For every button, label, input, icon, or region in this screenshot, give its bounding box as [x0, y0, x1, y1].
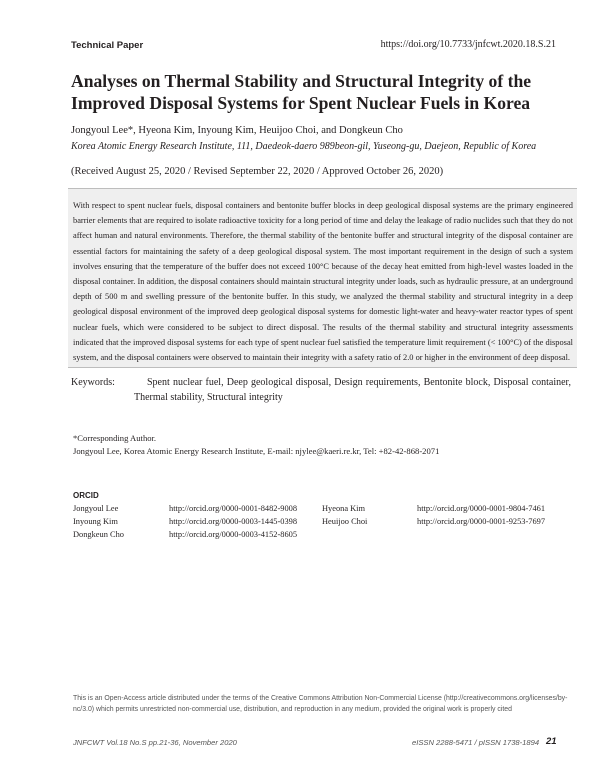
keywords-section	[71, 376, 571, 406]
corresponding-author	[73, 432, 439, 458]
orcid-name: Hyeona Kim	[322, 504, 366, 513]
orcid-name: Dongkeun Cho	[73, 530, 124, 539]
corresponding-contact[interactable]: Jongyoul Lee, Korea Atomic Energy Research Institute, E-mail: njylee@kaeri.re.kr, Tel: +82-42-868-2071	[73, 446, 440, 456]
orcid-name: Heuijoo Choi	[322, 517, 368, 526]
page-number: 21	[546, 736, 557, 747]
orcid-heading: ORCID	[73, 491, 99, 500]
journal-citation: JNFCWT Vol.18 No.S pp.21-36, November 2020	[73, 738, 237, 747]
article-type-label: Technical Paper	[71, 40, 144, 51]
keywords-text: Spent nuclear fuel, Deep geological disposal, Design requirements, Bentonite block, Disposal container, Thermal stability, Structural integrity	[134, 377, 571, 403]
abstract-text: With respect to spent nuclear fuels, disposal containers and bentonite buffer blocks in deep geological disposal systems are the primary engineered barrier elements that are required to isolate radioactive toxicity for a long period of time and delay the leakage of radio nuclides such that they do not affect human and natural environments. Therefore, the thermal stability of the bentonite buffer and structural integrity of the disposal container are essential factors for maintaining the safety of a deep geological disposal system. The most important requirement in the design of such a system involves ensuring that the temperature of the buffer does not exceed 100°C because of the decay heat emitted from high-level wastes loaded in the disposal container. In addition, the disposal containers should maintain structural integrity under loads, such as hydraulic pressure, at an underground depth of 500 m and swelling pressure of the bentonite buffer. In this study, we analyzed the thermal stability and structural integrity in a deep geological disposal environment of the improved deep geological disposal systems for domestic light-water and heavy-water reactor types of spent nuclear fuels, which were considered to be subject to direct disposal. The results of the thermal stability and structural integrity assessments indicated that the improved disposal systems for each type of spent nuclear fuel satisfied the temperature limit requirement (< 100°C) of the disposal system, and the disposal containers were observed to maintain their integrity with a safety ratio of 2.0 or higher in the environment of deep disposal.	[73, 201, 573, 363]
orcid-url[interactable]: http://orcid.org/0000-0001-9804-7461	[417, 504, 546, 513]
orcid-url[interactable]: http://orcid.org/0000-0003-1445-0398	[169, 517, 298, 526]
keywords-label: Keywords:	[71, 377, 115, 388]
orcid-name: Jongyoul Lee	[73, 504, 119, 513]
license-notice: This is an Open-Access article distributed under the terms of the Creative Commons Attribution Non-Commercial License (http://creativecommons.org/licenses/by-nc/3.0) which permits unrestricted non-commercial use, distribution, and reproduction in any medium, provided the original work is properly cited	[73, 695, 568, 713]
affiliation: Korea Atomic Energy Research Institute, 111, Daedeok-daero 989beon-gil, Yuseong-gu, Daejeon, Republic of Korea	[71, 141, 537, 152]
orcid-url[interactable]: http://orcid.org/0000-0001-9253-7697	[417, 517, 546, 526]
submission-dates: (Received August 25, 2020 / Revised September 22, 2020 / Approved October 26, 2020)	[71, 166, 444, 177]
paper-title: Analyses on Thermal Stability and Structural Integrity of the Improved Disposal Systems for Spent Nuclear Fuels in Korea	[71, 71, 532, 113]
orcid-url[interactable]: http://orcid.org/0000-0001-8482-9008	[169, 504, 298, 513]
orcid-name: Inyoung Kim	[73, 517, 118, 526]
corresponding-label: *Corresponding Author.	[73, 433, 157, 443]
issn-info: eISSN 2288-5471 / pISSN 1738-1894	[412, 738, 540, 747]
doi-link[interactable]: https://doi.org/10.7733/jnfcwt.2020.18.S.21	[380, 39, 556, 50]
orcid-url[interactable]: http://orcid.org/0000-0003-4152-8605	[169, 530, 298, 539]
author-list: Jongyoul Lee*, Hyeona Kim, Inyoung Kim, Heuijoo Choi, and Dongkeun Cho	[71, 125, 403, 136]
